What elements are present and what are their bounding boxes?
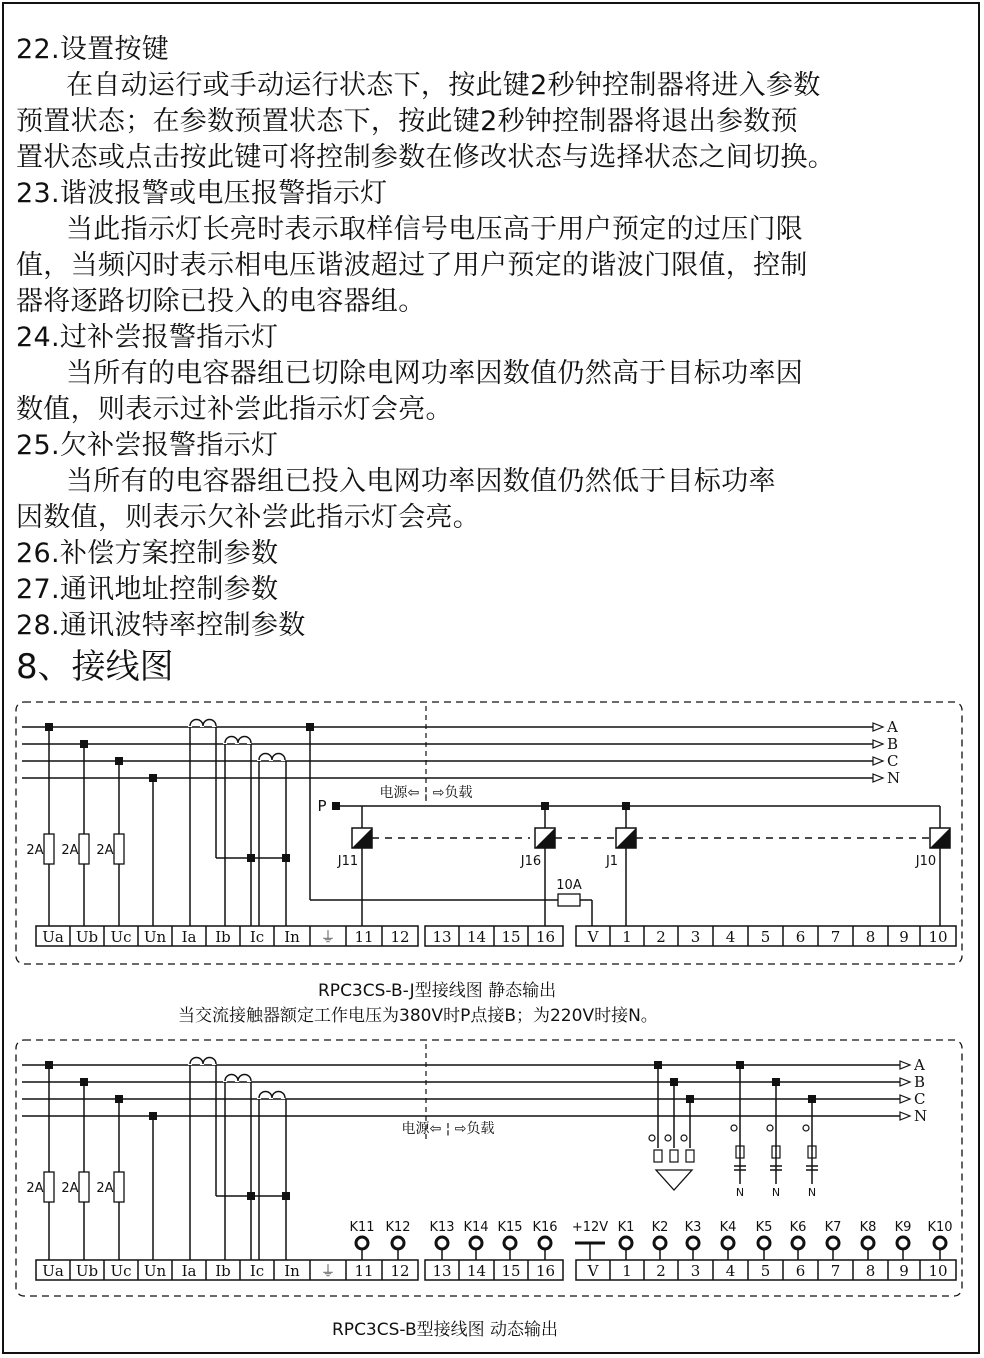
d2-terminal-ring-icon (792, 1237, 804, 1249)
diagram1-note: 当交流接触器额定工作电压为380V时P点接B；为220V时接N。 (178, 1006, 658, 1026)
d2-k-label: K13 (429, 1220, 455, 1235)
d1-relay-label-J16: J16 (520, 854, 542, 869)
d2-terminal-13: 13 (432, 1262, 452, 1280)
d2-terminal-15: 15 (501, 1262, 521, 1280)
d2-terminal-ring-icon (436, 1237, 448, 1249)
d1-terminal-Ib: Ib (215, 928, 231, 946)
d1-terminal-7: 7 (830, 928, 841, 946)
d2-switch-icon (803, 1125, 809, 1131)
diagram2-caption: RPC3CS-B型接线图 动态输出 (332, 1320, 559, 1340)
d2-terminal-1: 1 (622, 1262, 632, 1280)
d1-arrow-icon (873, 757, 883, 765)
d1-terminal-V: V (587, 928, 599, 946)
d2-fuse (114, 1172, 124, 1202)
d2-terminal-11: 11 (354, 1262, 374, 1280)
item-23-text-2: 值，当频闪时表示相电压谐波超过了用户预定的谐波门限值，控制 (16, 250, 808, 281)
d1-terminal-16: 16 (535, 928, 556, 946)
d2-k-label: +12V (571, 1220, 609, 1235)
junction-dot (247, 1192, 255, 1200)
d2-n-label: N (771, 1186, 781, 1199)
d2-terminal-In: In (284, 1262, 300, 1280)
item-22-text-1: 在自动运行或手动运行状态下，按此键2秒钟控制器将进入参数 (66, 70, 821, 101)
d1-fuse-label: 2A (26, 843, 44, 858)
d2-terminal-ring-icon (654, 1237, 666, 1249)
d1-terminal-Uc: Uc (110, 928, 132, 946)
d1-dashed-frame (16, 702, 962, 964)
d2-terminal-ring-icon (470, 1237, 482, 1249)
d2-terminal-V: V (587, 1262, 599, 1280)
d1-terminal-6: 6 (795, 928, 806, 946)
d2-terminal-Ub: Ub (75, 1262, 99, 1280)
junction-dot (282, 854, 290, 862)
d2-k-label: K14 (463, 1220, 489, 1235)
d2-terminal-6: 6 (795, 1262, 806, 1280)
d2-terminal-12: 12 (390, 1262, 410, 1280)
item-28-heading: 28.通讯波特率控制参数 (16, 610, 306, 641)
d2-k-label: K11 (349, 1220, 375, 1235)
d2-terminal-Uc: Uc (110, 1262, 132, 1280)
d2-fuse (44, 1172, 54, 1202)
d2-terminal-ring-icon (758, 1237, 770, 1249)
d2-fuse-small (654, 1150, 662, 1162)
d2-terminal-2: 2 (656, 1262, 666, 1280)
junction-dot (247, 854, 255, 862)
d2-terminal-ring-icon (897, 1237, 909, 1249)
d2-phase-label-A: A (914, 1056, 925, 1074)
d1-terminal-Ub: Ub (75, 928, 99, 946)
d2-terminal-ring-icon (356, 1237, 368, 1249)
item-24-text-1: 当所有的电容器组已切除电网功率因数值仍然高于目标功率因 (66, 358, 804, 389)
d2-switch-icon (767, 1125, 773, 1131)
junction-dot (282, 1192, 290, 1200)
d1-terminal-Ua: Ua (42, 928, 64, 946)
d2-k-label: K8 (859, 1220, 877, 1235)
item-22-text-2: 预置状态；在参数预置状态下，按此键2秒钟控制器将退出参数预 (16, 106, 798, 137)
d2-arrow-icon (900, 1112, 910, 1120)
d1-phase-label-C: C (887, 752, 899, 770)
d2-phase-label-B: B (914, 1073, 926, 1091)
d1-relay-label-J1: J1 (605, 854, 619, 869)
d2-source-load-label: 电源⇦ ¦ ⇨负载 (401, 1121, 495, 1137)
d1-terminal-5: 5 (760, 928, 771, 946)
d1-terminal-11: 11 (354, 928, 374, 946)
d2-fuse-small (670, 1150, 678, 1162)
d2-n-label: N (807, 1186, 817, 1199)
d1-fuse-10a-label: 10A (556, 878, 582, 893)
d1-phase-label-B: B (887, 735, 899, 753)
d2-terminal-ring-icon (722, 1237, 734, 1249)
d1-terminal-12: 12 (390, 928, 410, 946)
d2-terminal-ring-icon (504, 1237, 516, 1249)
item-25-text-1: 当所有的电容器组已投入电网功率因数值仍然低于目标功率 (66, 466, 776, 497)
item-24-text-2: 数值，则表示过补尝此指示灯会亮。 (16, 394, 453, 425)
diagram1-caption: RPC3CS-B-J型接线图 静态输出 (318, 981, 557, 1001)
d2-k-label: K6 (789, 1220, 807, 1235)
d1-arrow-icon (873, 774, 883, 782)
d1-fuse (44, 834, 54, 864)
item-25-text-2: 因数值，则表示欠补尝此指示灯会亮。 (16, 502, 481, 533)
d2-terminal-Ia: Ia (181, 1262, 197, 1280)
d2-k-label: K9 (894, 1220, 912, 1235)
d1-terminal-8: 8 (865, 928, 876, 946)
d1-terminal-9: 9 (899, 928, 909, 946)
d1-fuse (114, 834, 124, 864)
item-23-text-3: 器将逐路切除已投入的电容器组。 (16, 286, 426, 317)
d2-arrow-icon (900, 1078, 910, 1086)
d2-fuse-label: 2A (26, 1181, 44, 1196)
d2-k-label: K1 (617, 1220, 635, 1235)
d2-k-label: K10 (927, 1220, 953, 1235)
d1-phase-label-N: N (887, 769, 901, 787)
d2-fuse-small (686, 1150, 694, 1162)
d1-terminal-Ic: Ic (249, 928, 265, 946)
d2-switch-icon (665, 1135, 671, 1141)
d2-terminal-4: 4 (725, 1262, 736, 1280)
d2-dashed-frame (16, 1040, 962, 1296)
d2-terminal-ring-icon (687, 1237, 699, 1249)
d2-terminal-14: 14 (466, 1262, 487, 1280)
d2-terminal-ring-icon (620, 1237, 632, 1249)
d2-k-label: K12 (385, 1220, 411, 1235)
d1-fuse-label: 2A (96, 843, 114, 858)
d2-terminal-7: 7 (830, 1262, 841, 1280)
d1-terminal-In: In (284, 928, 300, 946)
d2-switch-icon (681, 1135, 687, 1141)
item-23-heading: 23.谐波报警或电压报警指示灯 (16, 178, 388, 209)
item-27-heading: 27.通讯地址控制参数 (16, 574, 279, 605)
d1-terminal-4: 4 (725, 928, 736, 946)
d2-terminal-3: 3 (690, 1262, 701, 1280)
d1-terminal-2: 2 (656, 928, 666, 946)
d2-terminal-⏚: ⏚ (320, 1262, 336, 1280)
item-25-heading: 25.欠补尝报警指示灯 (16, 430, 279, 461)
d2-k-label: K5 (755, 1220, 773, 1235)
d2-terminal-Ic: Ic (249, 1262, 265, 1280)
section-title: 8、接线图 (16, 647, 174, 687)
d2-switch-icon (731, 1125, 737, 1131)
d2-fuse-label: 2A (96, 1181, 114, 1196)
d2-k-label: K3 (684, 1220, 702, 1235)
d2-terminal-Ua: Ua (42, 1262, 64, 1280)
item-26-heading: 26.补偿方案控制参数 (16, 538, 279, 569)
d2-phase-label-N: N (914, 1107, 928, 1125)
d2-terminal-ring-icon (934, 1237, 946, 1249)
d1-fuse (79, 834, 89, 864)
item-22-text-3: 置状态或点击按此键可将控制参数在修改状态与选择状态之间切换。 (16, 142, 835, 173)
d2-terminal-ring-icon (827, 1237, 839, 1249)
d2-terminal-Ib: Ib (215, 1262, 231, 1280)
d1-arrow-icon (873, 740, 883, 748)
d2-terminal-5: 5 (760, 1262, 771, 1280)
d1-terminal-15: 15 (501, 928, 521, 946)
d1-terminal-13: 13 (432, 928, 452, 946)
d2-switch-icon (649, 1135, 655, 1141)
d2-n-label: N (735, 1186, 745, 1199)
d1-source-load-label: 电源⇦ ¦ ⇨负载 (379, 785, 473, 801)
d2-terminal-Un: Un (143, 1262, 167, 1280)
d2-delta-capacitor-icon (656, 1170, 692, 1190)
d1-terminal-1: 1 (622, 928, 632, 946)
d2-k-label: K16 (532, 1220, 558, 1235)
d1-terminal-Un: Un (143, 928, 167, 946)
d2-terminal-9: 9 (899, 1262, 909, 1280)
d2-arrow-icon (900, 1061, 910, 1069)
d2-arrow-icon (900, 1095, 910, 1103)
d1-terminal-⏚: ⏚ (320, 928, 336, 946)
d2-fuse (79, 1172, 89, 1202)
d1-phase-label-A: A (887, 718, 898, 736)
d1-terminal-3: 3 (690, 928, 701, 946)
d2-terminal-10: 10 (928, 1262, 948, 1280)
d1-fuse-label: 2A (61, 843, 79, 858)
item-23-text-1: 当此指示灯长亮时表示取样信号电压高于用户预定的过压门限 (66, 214, 804, 245)
d2-phase-label-C: C (914, 1090, 926, 1108)
d1-arrow-icon (873, 723, 883, 731)
d2-fuse-label: 2A (61, 1181, 79, 1196)
d1-terminal-14: 14 (466, 928, 487, 946)
item-22-heading: 22.设置按键 (16, 34, 170, 65)
d2-terminal-16: 16 (535, 1262, 556, 1280)
d2-k-label: K7 (824, 1220, 842, 1235)
d1-terminal-10: 10 (928, 928, 948, 946)
item-24-heading: 24.过补尝报警指示灯 (16, 322, 279, 353)
d2-k-label: K15 (497, 1220, 523, 1235)
d1-relay-label-J11: J11 (337, 854, 359, 869)
d1-p-label: P (317, 797, 327, 815)
d2-terminal-ring-icon (392, 1237, 404, 1249)
d1-fuse-10a (558, 894, 580, 906)
d2-terminal-8: 8 (865, 1262, 876, 1280)
d1-terminal-Ia: Ia (181, 928, 197, 946)
d2-k-label: K2 (651, 1220, 669, 1235)
d1-relay-label-J10: J10 (915, 854, 937, 869)
d2-terminal-ring-icon (539, 1237, 551, 1249)
d2-terminal-ring-icon (862, 1237, 874, 1249)
d2-k-label: K4 (719, 1220, 737, 1235)
